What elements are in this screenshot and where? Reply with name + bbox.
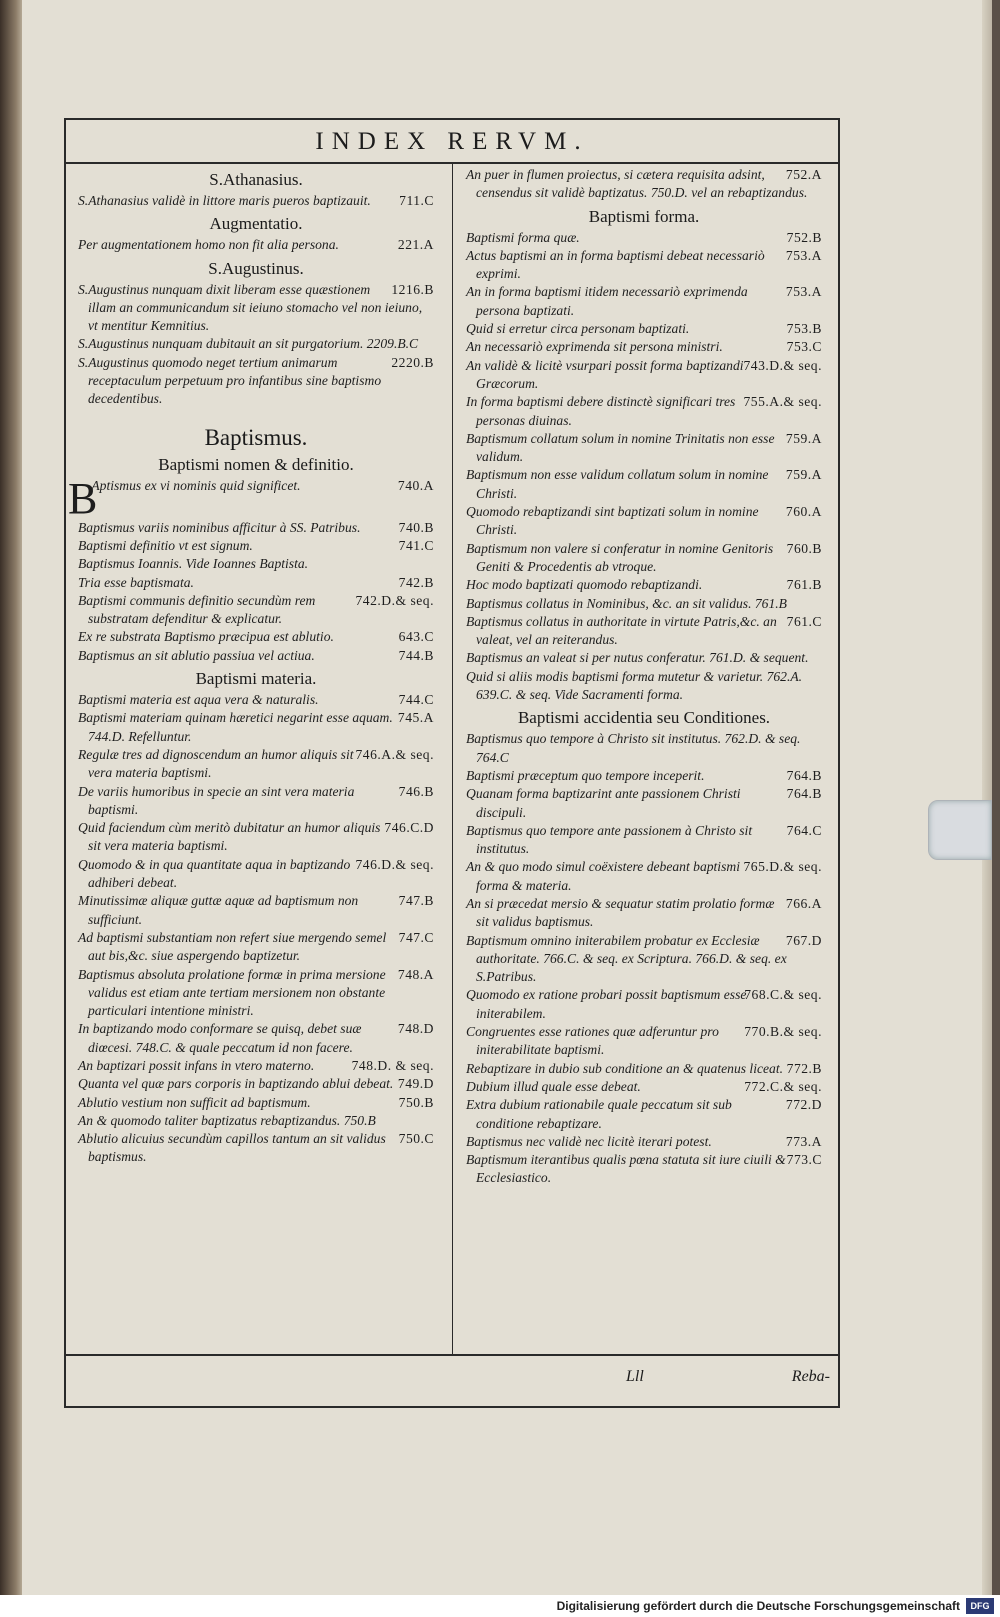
- entry-text: Quomodo & in qua quantitate aqua in baptizando adhiberi debeat.: [78, 856, 351, 891]
- entry-text: Baptismus variis nominibus afficitur à SS. Patribus.: [78, 519, 361, 535]
- page-clip: [928, 800, 992, 860]
- entry-text: Quanta vel quæ pars corporis in baptizando ablui debeat.: [78, 1076, 394, 1092]
- entry-text: S.Augustinus quomodo neget tertium animarum receptaculum perpetuum pro infantibus sine baptismo decedentibus.: [78, 354, 382, 407]
- index-heading: Augmentatio.: [209, 214, 303, 234]
- digitization-footer: [0, 1595, 1000, 1617]
- index-entry: [78, 192, 434, 210]
- entry-text: Regulæ tres ad dignoscendum an humor aliquis sit vera materia baptismi.: [78, 746, 354, 781]
- entry-text: S.Athanasius validè in littore maris pueros baptizauit.: [78, 193, 371, 208]
- entry-text: Aptismus ex vi nominis quid significet.: [91, 477, 301, 493]
- page-reference: 749.D: [397, 1076, 434, 1092]
- entry-text: Baptismus an valeat si per nutus conferatur. 761.D. & sequent.: [466, 650, 809, 666]
- page-reference: 773.C: [786, 1152, 822, 1168]
- entry-text: Congruentes esse rationes quæ adferuntur pro initerabilitate baptismi.: [466, 1024, 719, 1058]
- index-entry: [466, 166, 822, 203]
- index-entry: [78, 819, 434, 856]
- index-entry: [466, 1023, 822, 1060]
- page-reference: 767.D: [785, 932, 822, 948]
- entry-text: In forma baptismi debere distinctè significari tres personas diuinas.: [466, 394, 736, 428]
- page-reference: 742.B: [398, 574, 434, 590]
- signature-mark: Lll: [626, 1368, 644, 1385]
- index-entry: [466, 430, 822, 467]
- index-entry: [68, 473, 434, 523]
- page-reference: 753.A: [785, 247, 822, 263]
- index-entry: [466, 1151, 822, 1188]
- index-entry: [466, 576, 822, 594]
- page-reference: 740.A: [397, 477, 434, 493]
- entry-text: In baptizando modo conformare se quisq, debet suæ diœcesi. 748.C. & quale peccatum id non facere.: [78, 1021, 362, 1055]
- entry-text: Actus baptismi an in forma baptismi debeat necessariò exprimi.: [466, 247, 765, 282]
- entry-text: Baptismus Ioannis. Vide Ioannes Baptista.: [78, 556, 309, 572]
- page-reference: 772.D: [785, 1097, 822, 1113]
- index-entry: [466, 613, 822, 650]
- index-entry: [466, 320, 822, 338]
- entry-text: Baptismus an sit ablutio passiua vel actiua.: [78, 647, 315, 663]
- index-entry: [78, 281, 434, 336]
- index-heading: Baptismi accidentia seu Conditiones.: [517, 708, 771, 728]
- page-reference: 748.D: [397, 1021, 434, 1037]
- entry-text: S.Augustinus nunquam dixit liberam esse quæstionem illam an communicandum sit ieiuno stomacho vel non ieiuno, vt mentitur Kemnitius.: [78, 281, 423, 334]
- entry-text: Baptismi definitio vt est signum.: [78, 537, 253, 553]
- entry-text: Extra dubium rationabile quale peccatum sit sub conditione rebaptizare.: [466, 1097, 732, 1131]
- index-entry: [78, 691, 434, 709]
- page-reference: 1216.B: [391, 281, 434, 297]
- index-entry: [466, 338, 822, 356]
- left-column: [68, 166, 434, 1167]
- entry-text: An validè & licitè vsurpari possit forma baptizandi Græcorum.: [466, 357, 744, 391]
- entry-text: Quanam forma baptizarint ante passionem Christi discipuli.: [466, 786, 741, 820]
- page-reference: 764.B: [786, 767, 822, 783]
- dfg-logo: DFG: [966, 1598, 994, 1614]
- page-reference: 752.B: [786, 229, 822, 245]
- index-entry: [466, 822, 822, 859]
- page-reference: 752.A: [785, 167, 822, 182]
- entry-text: Baptismus quo tempore ante passionem à Christo sit institutus.: [466, 822, 753, 857]
- page-reference: 643.C: [398, 629, 434, 645]
- page-reference: 761.B: [786, 577, 822, 593]
- entry-text: Ad baptismi substantiam non refert siue mergendo semel aut bis,&c. siue aspergendo baptizetur.: [78, 929, 387, 964]
- index-entry: [78, 966, 434, 1021]
- index-entry: [466, 1133, 822, 1151]
- entry-text: Baptismus absoluta prolatione formæ in prima mersione validus est etiam ante tertiam mersionem non obstante particulari intentione ministri.: [78, 966, 386, 1019]
- entry-text: Per augmentationem homo non fit alia persona.: [78, 237, 339, 253]
- index-entry: [78, 1020, 434, 1057]
- page-reference: 746.A.& seq.: [355, 746, 434, 762]
- entry-text: Baptismus quo tempore à Christo sit institutus. 762.D. & seq. 764.C: [466, 731, 801, 765]
- index-entry: [466, 730, 822, 767]
- index-entry: [78, 1094, 434, 1112]
- index-entry: [78, 1075, 434, 1093]
- index-entry: [78, 892, 434, 929]
- entry-text: An & quomodo taliter baptizatus rebaptizandus. 750.B: [78, 1112, 376, 1128]
- index-entry: [466, 357, 822, 394]
- entry-text: De variis humoribus in specie an sint vera materia baptismi.: [78, 783, 355, 817]
- page-reference: 759.A: [785, 430, 822, 446]
- book-page: [22, 0, 992, 1595]
- index-entry: [78, 1112, 434, 1130]
- page-reference: 746.C.D: [384, 820, 434, 836]
- page-reference: 750.C: [398, 1131, 434, 1147]
- entry-text: Dubium illud quale esse debeat.: [466, 1078, 641, 1094]
- index-entry: [466, 1060, 822, 1078]
- index-entry: [78, 236, 434, 254]
- page-reference: 711.C: [399, 193, 434, 208]
- index-entry: [466, 466, 822, 503]
- page-reference: 741.C: [398, 537, 434, 553]
- index-entry: [78, 335, 434, 353]
- page-reference: 755.A.& seq.: [743, 394, 822, 410]
- page-reference: 753.B: [786, 321, 822, 337]
- index-entry: [466, 1078, 822, 1096]
- index-entry: [466, 540, 822, 577]
- index-entry: [466, 932, 822, 987]
- index-entry: [78, 783, 434, 820]
- page-reference: 742.D.& seq.: [355, 592, 434, 608]
- page-reference: 765.D.& seq.: [743, 859, 822, 875]
- page-reference: 740.B: [398, 519, 434, 535]
- index-entry: [466, 229, 822, 247]
- text-frame: [64, 118, 840, 1408]
- index-heading: S.Augustinus.: [208, 258, 304, 278]
- index-entry: [78, 628, 434, 646]
- entry-text: Tria esse baptismata.: [78, 574, 194, 590]
- drop-initial: B: [68, 473, 98, 523]
- page-reference: 773.A: [785, 1133, 822, 1149]
- page-reference: 772.B: [786, 1060, 822, 1076]
- index-heading: Baptismi nomen & definitio.: [158, 454, 354, 474]
- page-reference: 748.A: [397, 966, 434, 982]
- page-reference: 753.C: [786, 339, 822, 355]
- entry-text: Baptismi forma quæ.: [466, 229, 580, 245]
- page-reference: 764.B: [786, 786, 822, 802]
- index-entry: [78, 1057, 434, 1075]
- index-entry: [78, 929, 434, 966]
- page-reference: 2220.B: [391, 354, 434, 370]
- page-reference: 743.D.& seq.: [743, 357, 822, 373]
- page-reference: 764.C: [786, 822, 822, 838]
- index-entry: [78, 354, 434, 409]
- index-heading: Baptismi forma.: [588, 206, 700, 226]
- index-entry: [78, 709, 434, 746]
- entry-text: An & quo modo simul coëxistere debeant baptismi forma & materia.: [466, 859, 740, 893]
- index-entry: [78, 555, 434, 573]
- entry-text: Quomodo rebaptizandi sint baptizati solum in nomine Christi.: [466, 504, 759, 538]
- entry-text: Hoc modo baptizati quomodo rebaptizandi.: [466, 577, 703, 593]
- index-entry: [78, 519, 434, 537]
- entry-text: An puer in flumen proiectus, si cætera requisita adsint, censendus sit validè baptizatus. 750.D. vel an rebaptizandus.: [466, 167, 808, 201]
- page-reference: 753.A: [785, 284, 822, 300]
- index-entry: [466, 986, 822, 1023]
- foot-rule: [66, 1354, 838, 1356]
- entry-text: An in forma baptismi itidem necessariò exprimenda persona baptizati.: [466, 284, 748, 318]
- index-entry: [78, 537, 434, 555]
- index-entry: [466, 858, 822, 895]
- index-entry: [466, 895, 822, 932]
- entry-text: An necessariò exprimenda sit persona ministri.: [466, 339, 723, 355]
- page-reference: 746.D.& seq.: [355, 856, 434, 872]
- entry-text: Baptismum omnino initerabilem probatur ex Ecclesiæ authoritate. 766.C. & seq. ex Scriptura. 766.D. & seq. ex S.Patribus.: [466, 932, 787, 985]
- index-entry: [466, 247, 822, 284]
- entry-text: Quid si aliis modis baptismi forma mutetur & varietur. 762.A. 639.C. & seq. Vide Sacramenti forma.: [466, 668, 803, 703]
- entry-text: Baptismum non esse validum collatum solum in nomine Christi.: [466, 467, 769, 501]
- entry-text: Baptismi communis definitio secundùm rem substratam defenditur & explicatur.: [78, 592, 316, 627]
- index-entry: [466, 767, 822, 785]
- page-reference: 744.C: [398, 692, 434, 708]
- index-entry: [466, 668, 822, 705]
- entry-text: Ablutio alicuius secundùm capillos tantum an sit validus baptismus.: [78, 1131, 386, 1165]
- index-entry: [466, 595, 822, 613]
- page-reference: 768.C.& seq.: [744, 987, 822, 1003]
- index-heading: Baptismus.: [204, 424, 308, 450]
- entry-text: Quomodo ex ratione probari possit baptismum esse initerabilem.: [466, 987, 747, 1021]
- entry-text: Ablutio vestium non sufficit ad baptismum.: [78, 1094, 311, 1110]
- entry-text: Baptismum iterantibus qualis pœna statuta sit iure ciuili & Ecclesiastico.: [466, 1152, 786, 1186]
- page-edge: [982, 0, 992, 1595]
- page-reference: 761.C: [786, 613, 822, 629]
- page-reference: 221.A: [397, 237, 434, 253]
- page-reference: 746.B: [398, 783, 434, 799]
- page-reference: 747.C: [398, 929, 434, 945]
- entry-text: Quid faciendum cùm meritò dubitatur an humor aliquis sit vera materia baptismi.: [78, 820, 381, 854]
- entry-text: Baptismi materiam quinam hæretici negarint esse aquam. 744.D. Refelluntur.: [78, 710, 393, 744]
- page-reference: 747.B: [398, 893, 434, 909]
- index-entry: [466, 1096, 822, 1133]
- entry-text: Minutissimæ aliquæ guttæ aquæ ad baptismum non sufficiunt.: [78, 893, 359, 927]
- index-entry: [78, 592, 434, 629]
- entry-text: Baptismus nec validè nec licitè iterari potest.: [466, 1133, 712, 1149]
- page-reference: 770.B.& seq.: [744, 1024, 822, 1040]
- entry-text: Baptismi præceptum quo tempore inceperit.: [466, 767, 705, 783]
- entry-text: Baptismum non valere si conferatur in nomine Genitoris Geniti & Procedentis ab vtroque.: [466, 540, 774, 574]
- index-entry: [78, 1130, 434, 1167]
- entry-text: Baptismus collatus in authoritate in virtute Patris,&c. an valeat, vel an reiterandus.: [466, 613, 777, 648]
- page-reference: 745.A: [397, 710, 434, 726]
- page-reference: 766.A: [785, 895, 822, 911]
- page-reference: 760.A: [785, 504, 822, 520]
- entry-text: Rebaptizare in dubio sub conditione an & quatenus liceat.: [466, 1060, 784, 1076]
- entry-text: Ex re substrata Baptismo præcipua est ablutio.: [78, 629, 334, 645]
- index-entry: [466, 649, 822, 667]
- page-reference: 750.B: [398, 1094, 434, 1110]
- entry-text: Quid si erretur circa personam baptizati.: [466, 321, 690, 337]
- entry-text: S.Augustinus nunquam dubitauit an sit purgatorium. 2209.B.C: [78, 336, 419, 352]
- index-entry: [466, 785, 822, 822]
- entry-text: Baptismus collatus in Nominibus, &c. an sit validus. 761.B: [466, 595, 787, 611]
- catchword: Reba-: [791, 1368, 830, 1385]
- page-reference: 748.D. & seq.: [351, 1057, 434, 1073]
- entry-text: Baptismum collatum solum in nomine Trinitatis non esse validum.: [466, 430, 775, 465]
- index-entry: [466, 503, 822, 540]
- index-heading: Baptismi materia.: [195, 669, 317, 689]
- footer-text: Digitalisierung gefördert durch die Deutsche Forschungsgemeinschaft: [556, 1599, 960, 1613]
- page-reference: 772.C.& seq.: [744, 1078, 822, 1094]
- index-heading: S.Athanasius.: [209, 170, 303, 189]
- index-entry: [78, 746, 434, 783]
- column-rule: [452, 162, 453, 1356]
- index-entry: [466, 283, 822, 320]
- index-entry: [466, 393, 822, 430]
- right-column: [466, 166, 822, 1188]
- index-entry: [78, 574, 434, 592]
- entry-text: An si præcedat mersio & sequatur statim prolatio formæ sit validus baptismus.: [466, 895, 775, 930]
- page-reference: 759.A: [785, 467, 822, 483]
- index-entry: [78, 647, 434, 665]
- page-reference: 744.B: [398, 647, 434, 663]
- running-head: INDEX RERVM.: [315, 128, 589, 155]
- index-entry: [78, 856, 434, 893]
- page-reference: 760.B: [786, 540, 822, 556]
- entry-text: Baptismi materia est aqua vera & naturalis.: [78, 692, 319, 708]
- entry-text: An baptizari possit infans in vtero materno.: [78, 1057, 315, 1073]
